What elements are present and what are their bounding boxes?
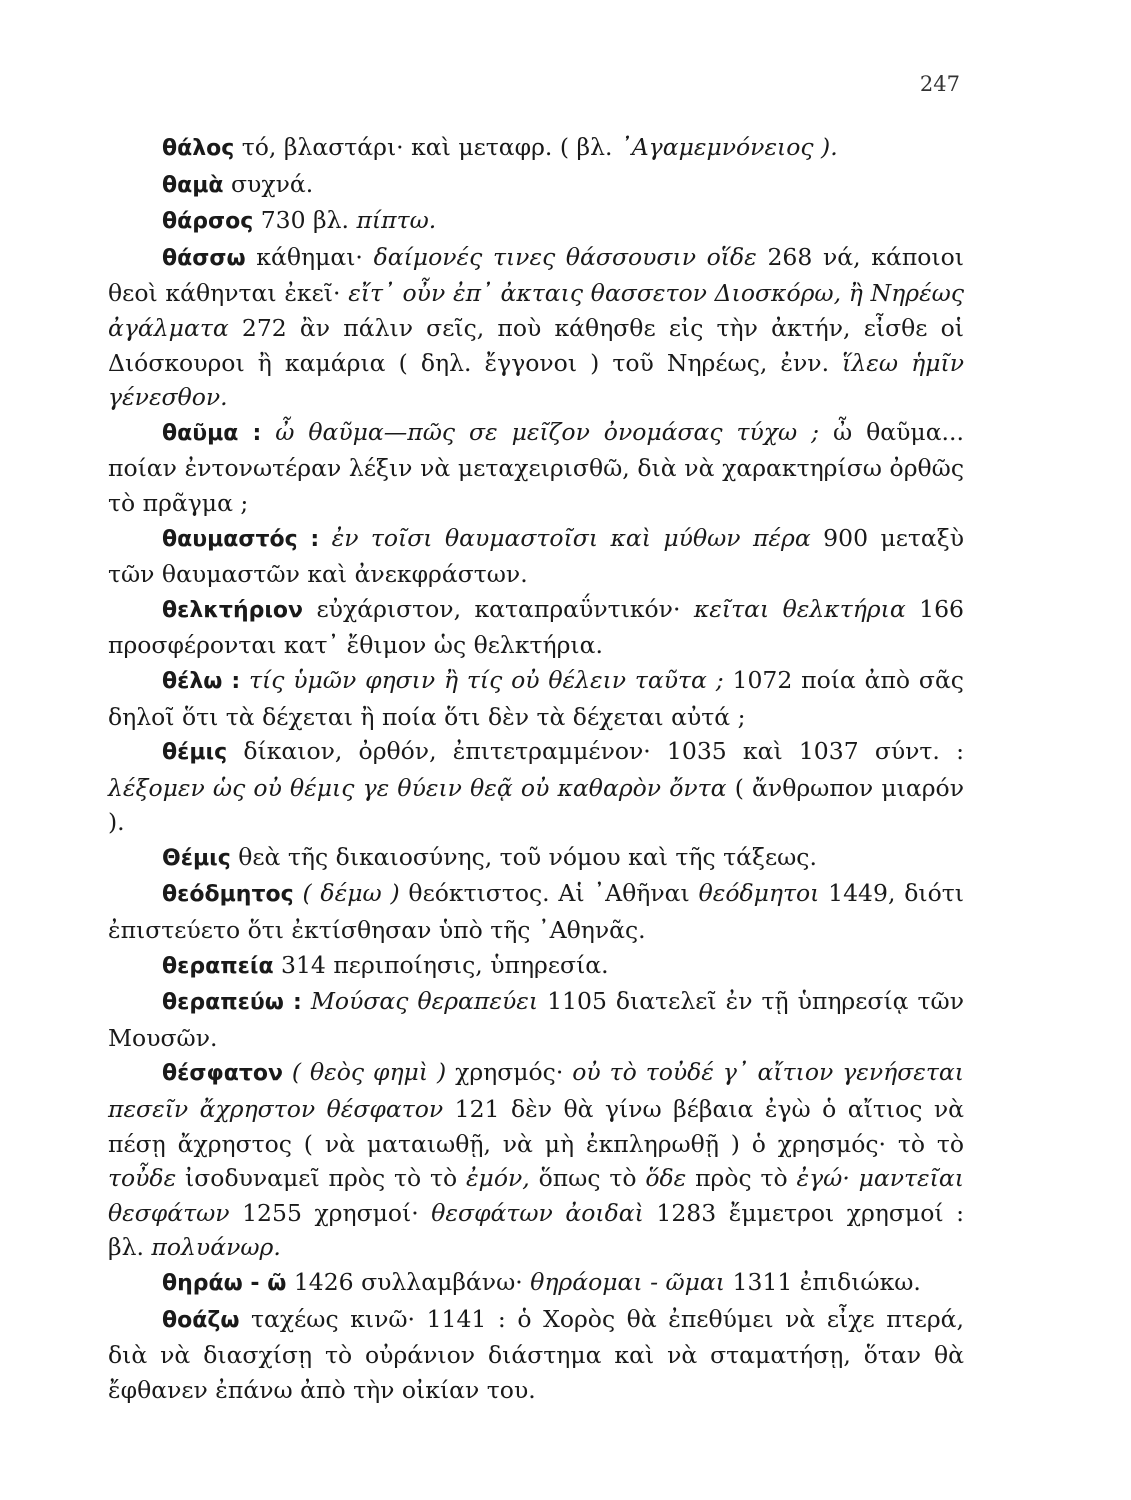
entry-tharsos xyxy=(108,203,964,240)
definition-text: 1255 χρησμοί· xyxy=(229,1198,432,1227)
entry-thalos xyxy=(108,130,964,167)
headword: θαυμαστός : xyxy=(162,526,320,552)
definition-text: τό, βλαστάρι· καὶ μεταφρ. ( βλ. xyxy=(234,133,620,161)
definition-text: ἰσοδυναμεῖ πρὸς τὸ τὸ xyxy=(176,1164,466,1193)
glossary-entries xyxy=(108,130,964,1407)
definition-text: 730 βλ. xyxy=(253,206,357,235)
definition-text: ὅπως τὸ xyxy=(529,1164,646,1193)
entry-thasso xyxy=(108,240,964,415)
entry-thelo xyxy=(108,663,964,734)
definition-text: εὐχάριστον, καταπραΰντικόν· xyxy=(303,594,694,623)
quotation-text: θεσφάτων ἀοιδαὶ xyxy=(431,1198,644,1227)
headword: θεραπεία xyxy=(162,953,274,979)
definition-text xyxy=(319,524,331,552)
definition-text: ὦ θαῦμα... ποίαν ἐντονωτέραν λέξιν νὰ μεταχειρισθῶ, διὰ νὰ χαρακτηρίσω ὀρθῶς τὸ πρᾶγμα ; xyxy=(108,417,964,517)
headword: θάλος xyxy=(162,136,235,161)
quotation-text: λέξομεν ὡς οὐ θέμις γε θύειν θεᾷ οὐ καθαρὸν ὄντα xyxy=(108,773,727,802)
definition-text: 1449, διότι ἐπιστεύετο ὅτι ἐκτίσθησαν ὑπὸ τῆς ᾿Αθηνᾶς. xyxy=(108,879,964,945)
entry-thama xyxy=(108,167,964,204)
definition-text: συχνά. xyxy=(223,169,314,198)
entry-thauma xyxy=(108,415,964,521)
entry-therapeuo xyxy=(108,984,964,1055)
quotation-text: δαίμονές τινες θάσσουσιν οἵδε xyxy=(373,242,757,271)
definition-text xyxy=(261,418,275,446)
definition-text xyxy=(302,987,311,1015)
quotation-text: εἴτ᾿ οὖν ἐπ᾿ ἀκταις θασσετον Διοσκόρω, ἢ Νηρέως ἀγάλματα xyxy=(108,279,965,342)
headword: θάσσω xyxy=(162,245,246,271)
quotation-text: κεῖται θελκτήρια xyxy=(693,594,906,623)
quotation-text: ὦ θαῦμα—πῶς σε μεῖζον ὀνομάσας τύχω ; xyxy=(275,417,820,446)
entry-themis1 xyxy=(108,734,964,840)
entry-thoazo xyxy=(108,1302,964,1408)
quotation-text: ἐν τοῖσι θαυμαστοῖσι καὶ μύθων πέρα xyxy=(331,523,811,552)
definition-text xyxy=(240,666,249,694)
headword: Θέμις xyxy=(162,845,231,871)
headword: θεόδμητος xyxy=(162,882,294,908)
entry-thirao xyxy=(108,1265,964,1302)
quotation-text: θεόδμητοι xyxy=(698,879,820,908)
entry-therapeia xyxy=(108,948,964,985)
definition-text: 900 μεταξὺ τῶν θαυμαστῶν καὶ ἀνεκφράστων. xyxy=(108,523,964,589)
definition-text: χρησμός· xyxy=(446,1058,573,1087)
quotation-text: πίπτω. xyxy=(356,206,437,235)
headword: θέλω : xyxy=(162,668,241,694)
quotation-text: ᾿Αγαμεμνόνειος ). xyxy=(619,133,838,161)
entry-thaumastos xyxy=(108,521,964,592)
quotation-text: τίς ὑμῶν φησιν ἢ τίς οὐ θέλειν ταῦτα ; xyxy=(249,665,724,694)
definition-text: δίκαιον, ὀρθόν, ἐπιτετραμμένον· 1035 καὶ 1037 σύντ. : xyxy=(227,737,964,766)
definition-text: ταχέως κινῶ· 1141 : ὁ Χορὸς θὰ ἐπεθύμει νὰ εἶχε πτερά, διὰ νὰ διασχίσῃ τὸ οὐράνιον διάστημα καὶ νὰ σταματήσῃ, ὅταν θὰ ἔφθανεν ἐπάνω ἀπὸ τὴν οἰκίαν του. xyxy=(108,1304,964,1404)
definition-text: 314 περιποίησις, ὑπηρεσία. xyxy=(273,950,609,979)
quotation-text: ( θεὸς φημὶ ) xyxy=(291,1058,447,1087)
quotation-text: πολυάνωρ. xyxy=(151,1233,281,1262)
quotation-text: ἐμόν, xyxy=(465,1164,530,1193)
headword: θαμὰ xyxy=(162,172,224,198)
quotation-text: ἐγώ· μαντεῖαι θεσφάτων xyxy=(108,1164,964,1227)
headword: θοάζω xyxy=(162,1307,240,1333)
definition-text: 1105 διατελεῖ ἐν τῇ ὑπηρεσίᾳ τῶν Μουσῶν. xyxy=(108,987,964,1052)
headword: θάρσος xyxy=(162,209,254,235)
quotation-text: Μούσας θεραπεύει xyxy=(310,987,539,1016)
definition-text: θεὰ τῆς δικαιοσύνης, τοῦ νόμου καὶ τῆς τάξεως. xyxy=(230,842,817,871)
quotation-text: ὅδε xyxy=(645,1164,687,1193)
definition-text: ( ἄνθρωπον μιαρόν ). xyxy=(108,773,964,837)
quotation-text: ἵλεω ἡμῖν γένεσθον. xyxy=(108,348,964,412)
definition-text: 272 ἂν πάλιν σεῖς, ποὺ κάθησθε εἰς τὴν ἀκτήν, εἶσθε οἱ Διόσκουροι ἢ καμάρια ( δηλ. ἔγγονοι ) τοῦ Νηρέως, ἐνν. xyxy=(108,313,964,377)
headword: θέμις xyxy=(162,740,228,766)
definition-text: 1311 ἐπιδιώκω. xyxy=(725,1268,921,1296)
page-number: 247 xyxy=(919,72,960,96)
definition-text: 1426 συλλαμβάνω· xyxy=(286,1268,531,1296)
headword: θεραπεύω : xyxy=(162,990,302,1016)
headword: θαῦμα : xyxy=(162,420,262,446)
quotation-text: οὐ τὸ τοὐδέ γ᾿ αἴτιον γενήσεται πεσεῖν ἄχρηστον θέσφατον xyxy=(108,1058,964,1124)
entry-themis2 xyxy=(108,840,964,877)
entry-thelktirion xyxy=(108,592,964,663)
definition-text: πρὸς τὸ xyxy=(686,1164,797,1193)
definition-text: 1283 ἔμμετροι χρησμοί : βλ. xyxy=(108,1198,965,1262)
definition-text: κάθημαι· xyxy=(245,242,374,271)
definition-text: 166 προσφέρονται κατ᾿ ἔθιμον ὡς θελκτήρια. xyxy=(108,594,964,660)
quotation-text: θηράομαι - ῶμαι xyxy=(530,1268,726,1296)
definition-text: 121 δὲν θὰ γίνω βέβαια ἐγὼ ὁ αἴτιος νὰ πέσῃ ἄχρηστος ( νὰ ματαιωθῇ, νὰ μὴ ἐκπληρωθῇ ) ὁ χρησμός· τὸ τὸ xyxy=(108,1095,965,1158)
headword: θηράω - ῶ xyxy=(162,1271,287,1296)
quotation-text: ( δέμω ) xyxy=(302,879,400,908)
definition-text: θεόκτιστος. Αἱ ᾿Αθῆναι xyxy=(399,879,699,908)
quotation-text: τοὖδε xyxy=(108,1164,177,1193)
entry-thesfaton xyxy=(108,1055,964,1265)
headword: θελκτήριον xyxy=(162,597,304,623)
definition-text: 268 νά, κάποιοι θεοὶ κάθηνται ἐκεῖ· xyxy=(108,242,964,308)
definition-text xyxy=(283,1058,292,1086)
entry-theodmitos xyxy=(108,876,964,947)
headword: θέσφατον xyxy=(162,1061,283,1087)
definition-text: 1072 ποία ἀπὸ σᾶς δηλοῖ ὅτι τὰ δέχεται ἢ ποία ὅτι δὲν τὰ δέχεται αὐτά ; xyxy=(108,665,964,731)
